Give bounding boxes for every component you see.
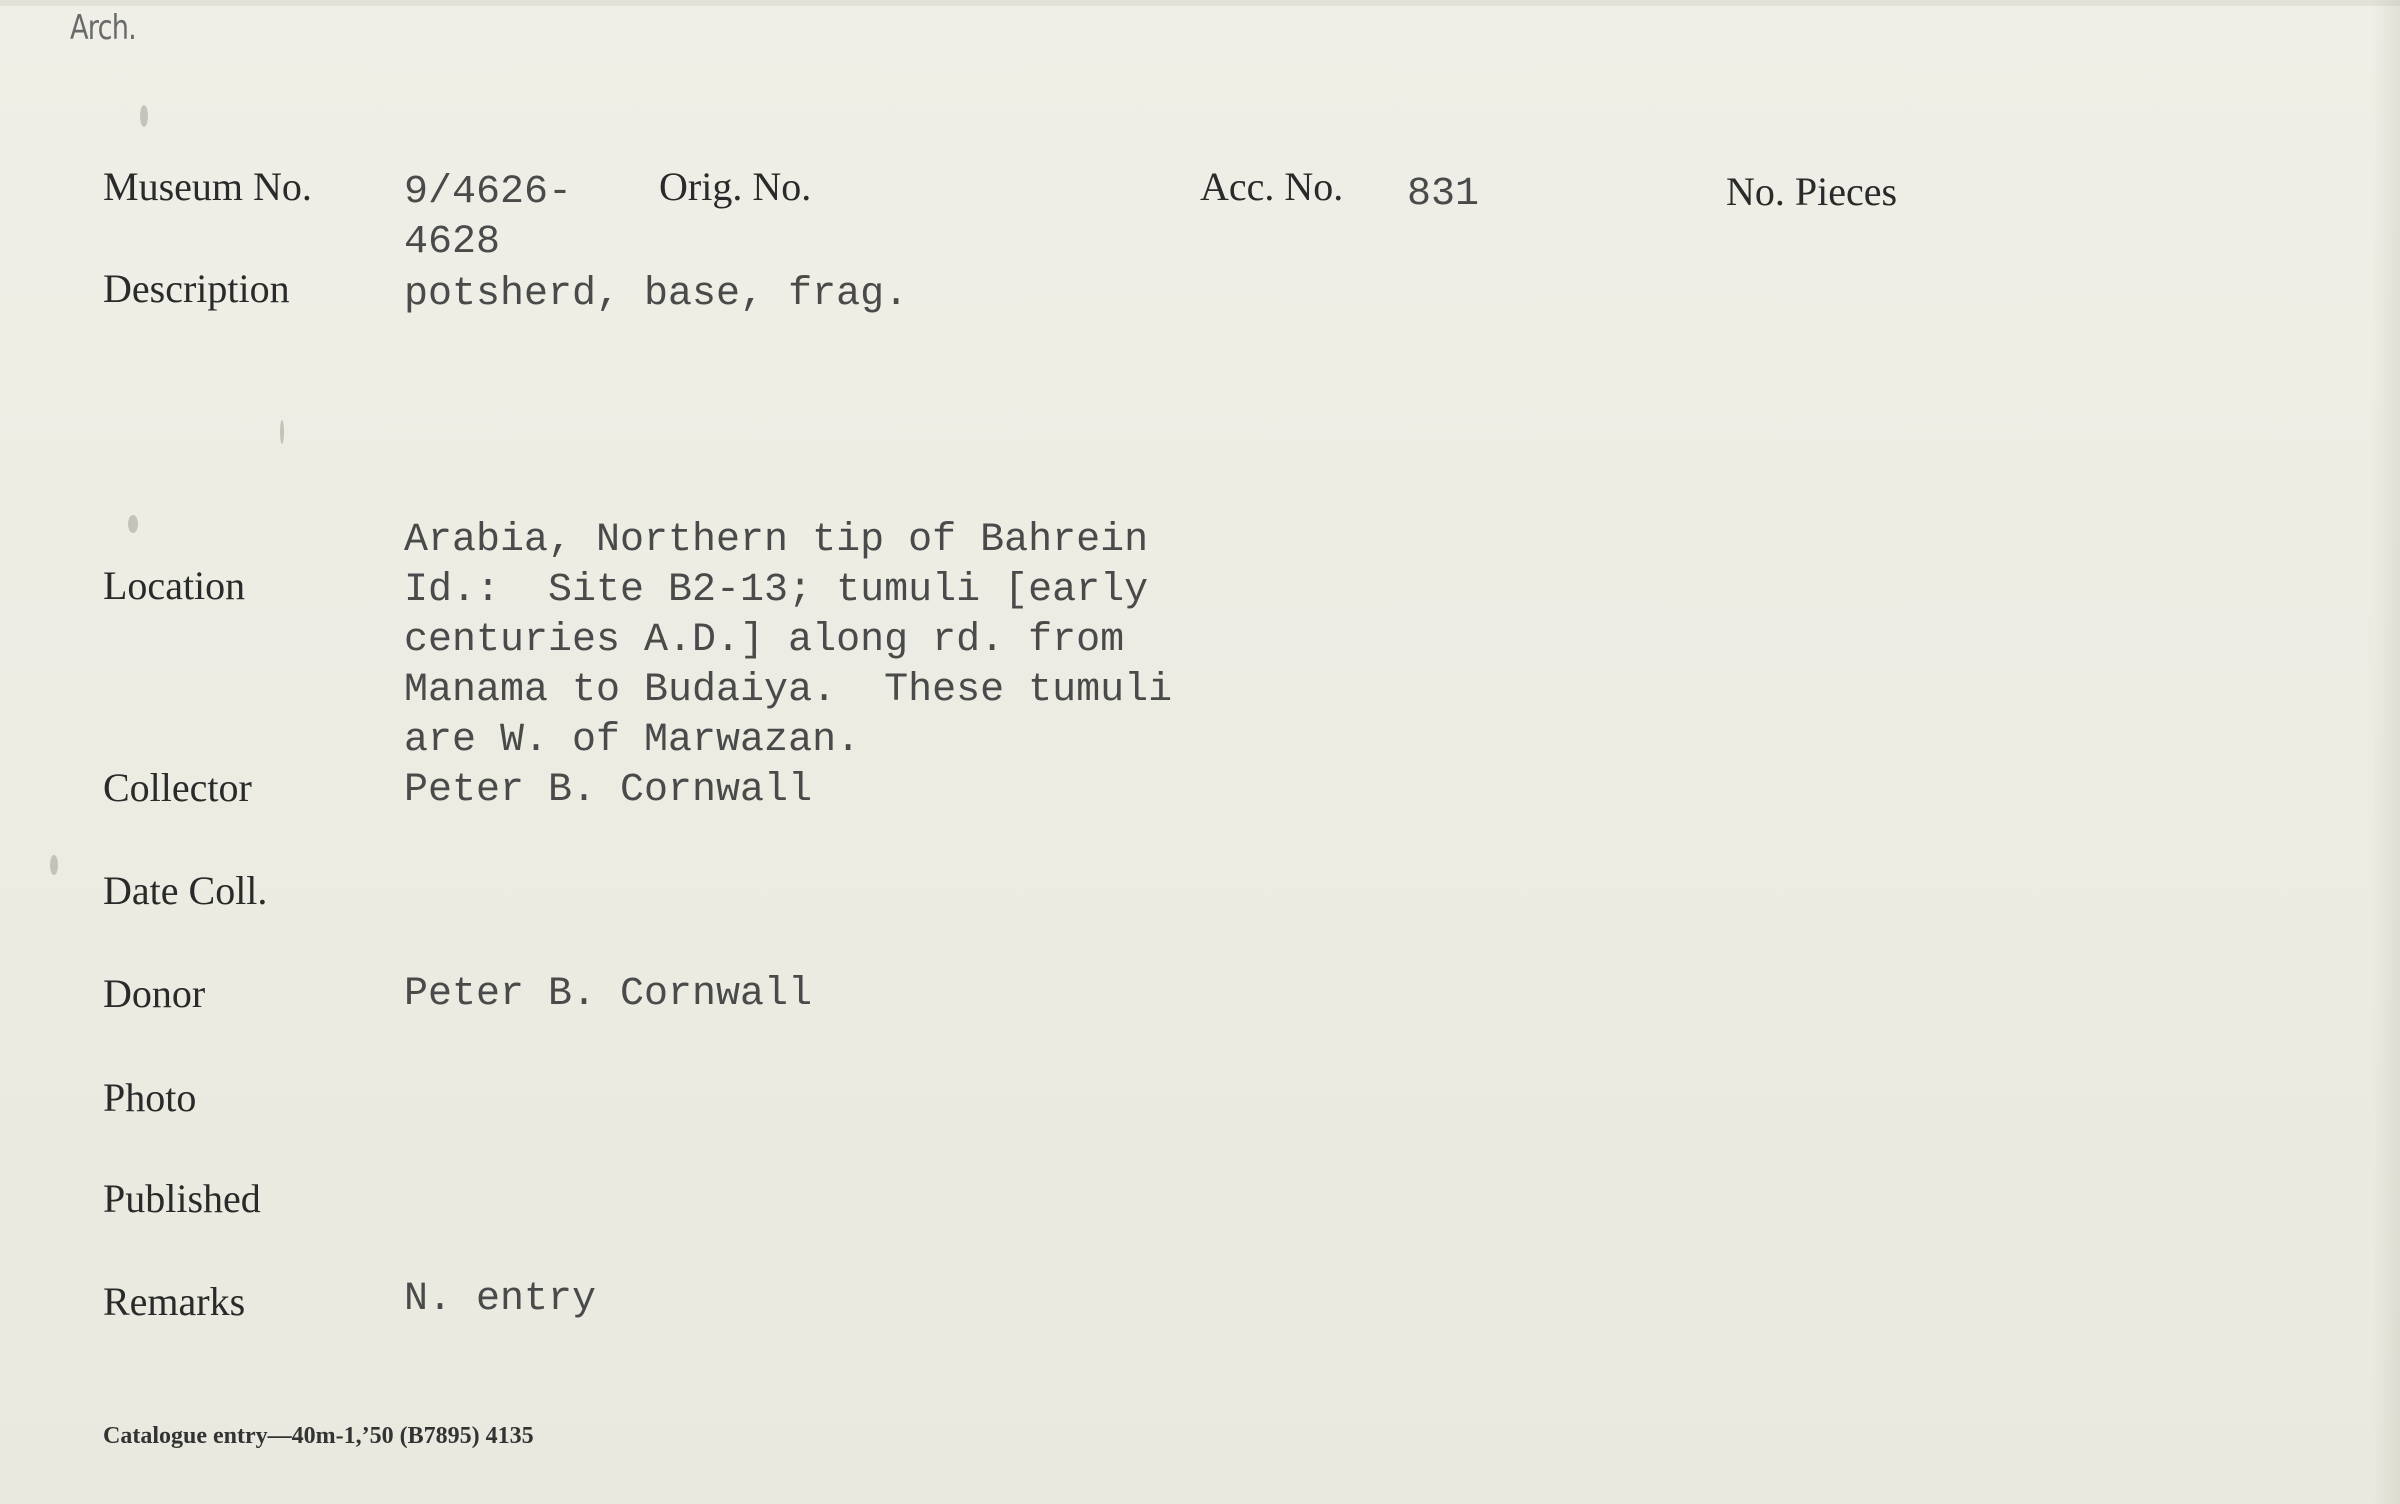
paper-fleck (50, 855, 58, 875)
collector-label: Collector (103, 765, 252, 810)
location-label: Location (103, 563, 246, 608)
card-right-edge (2372, 0, 2400, 1504)
paper-fleck (128, 515, 138, 533)
card-footer-imprint: Catalogue entry—40m-1,’50 (B7895) 4135 (103, 1423, 534, 1449)
acc-no-label: Acc. No. (1200, 164, 1344, 209)
donor-value: Peter B. Cornwall (404, 972, 813, 1017)
museum-no-value: 9/4626- 4628 (404, 170, 573, 265)
no-pieces-label: No. Pieces (1726, 169, 1898, 214)
location-value: Arabia, Northern tip of Bahrein Id.: Site B2-13; tumuli [early centuries A.D.] along rd. from Manama to Budaiya. These tumuli are W. of Marwazan. (404, 518, 1173, 763)
card-top-edge (0, 0, 2400, 6)
description-label: Description (103, 266, 290, 311)
museum-no-label: Museum No. (103, 164, 312, 209)
date-coll-label: Date Coll. (103, 868, 268, 913)
remarks-value: N. entry (404, 1277, 597, 1322)
donor-label: Donor (103, 971, 206, 1016)
collector-value: Peter B. Cornwall (404, 768, 813, 813)
description-value: potsherd, base, frag. (404, 272, 909, 317)
photo-label: Photo (103, 1075, 197, 1120)
remarks-label: Remarks (103, 1279, 246, 1324)
paper-fleck (140, 105, 148, 127)
orig-no-label: Orig. No. (659, 164, 812, 209)
published-label: Published (103, 1176, 261, 1221)
handwritten-note: Arch. (70, 8, 137, 48)
acc-no-value: 831 (1407, 172, 1480, 217)
paper-fleck (280, 420, 284, 444)
